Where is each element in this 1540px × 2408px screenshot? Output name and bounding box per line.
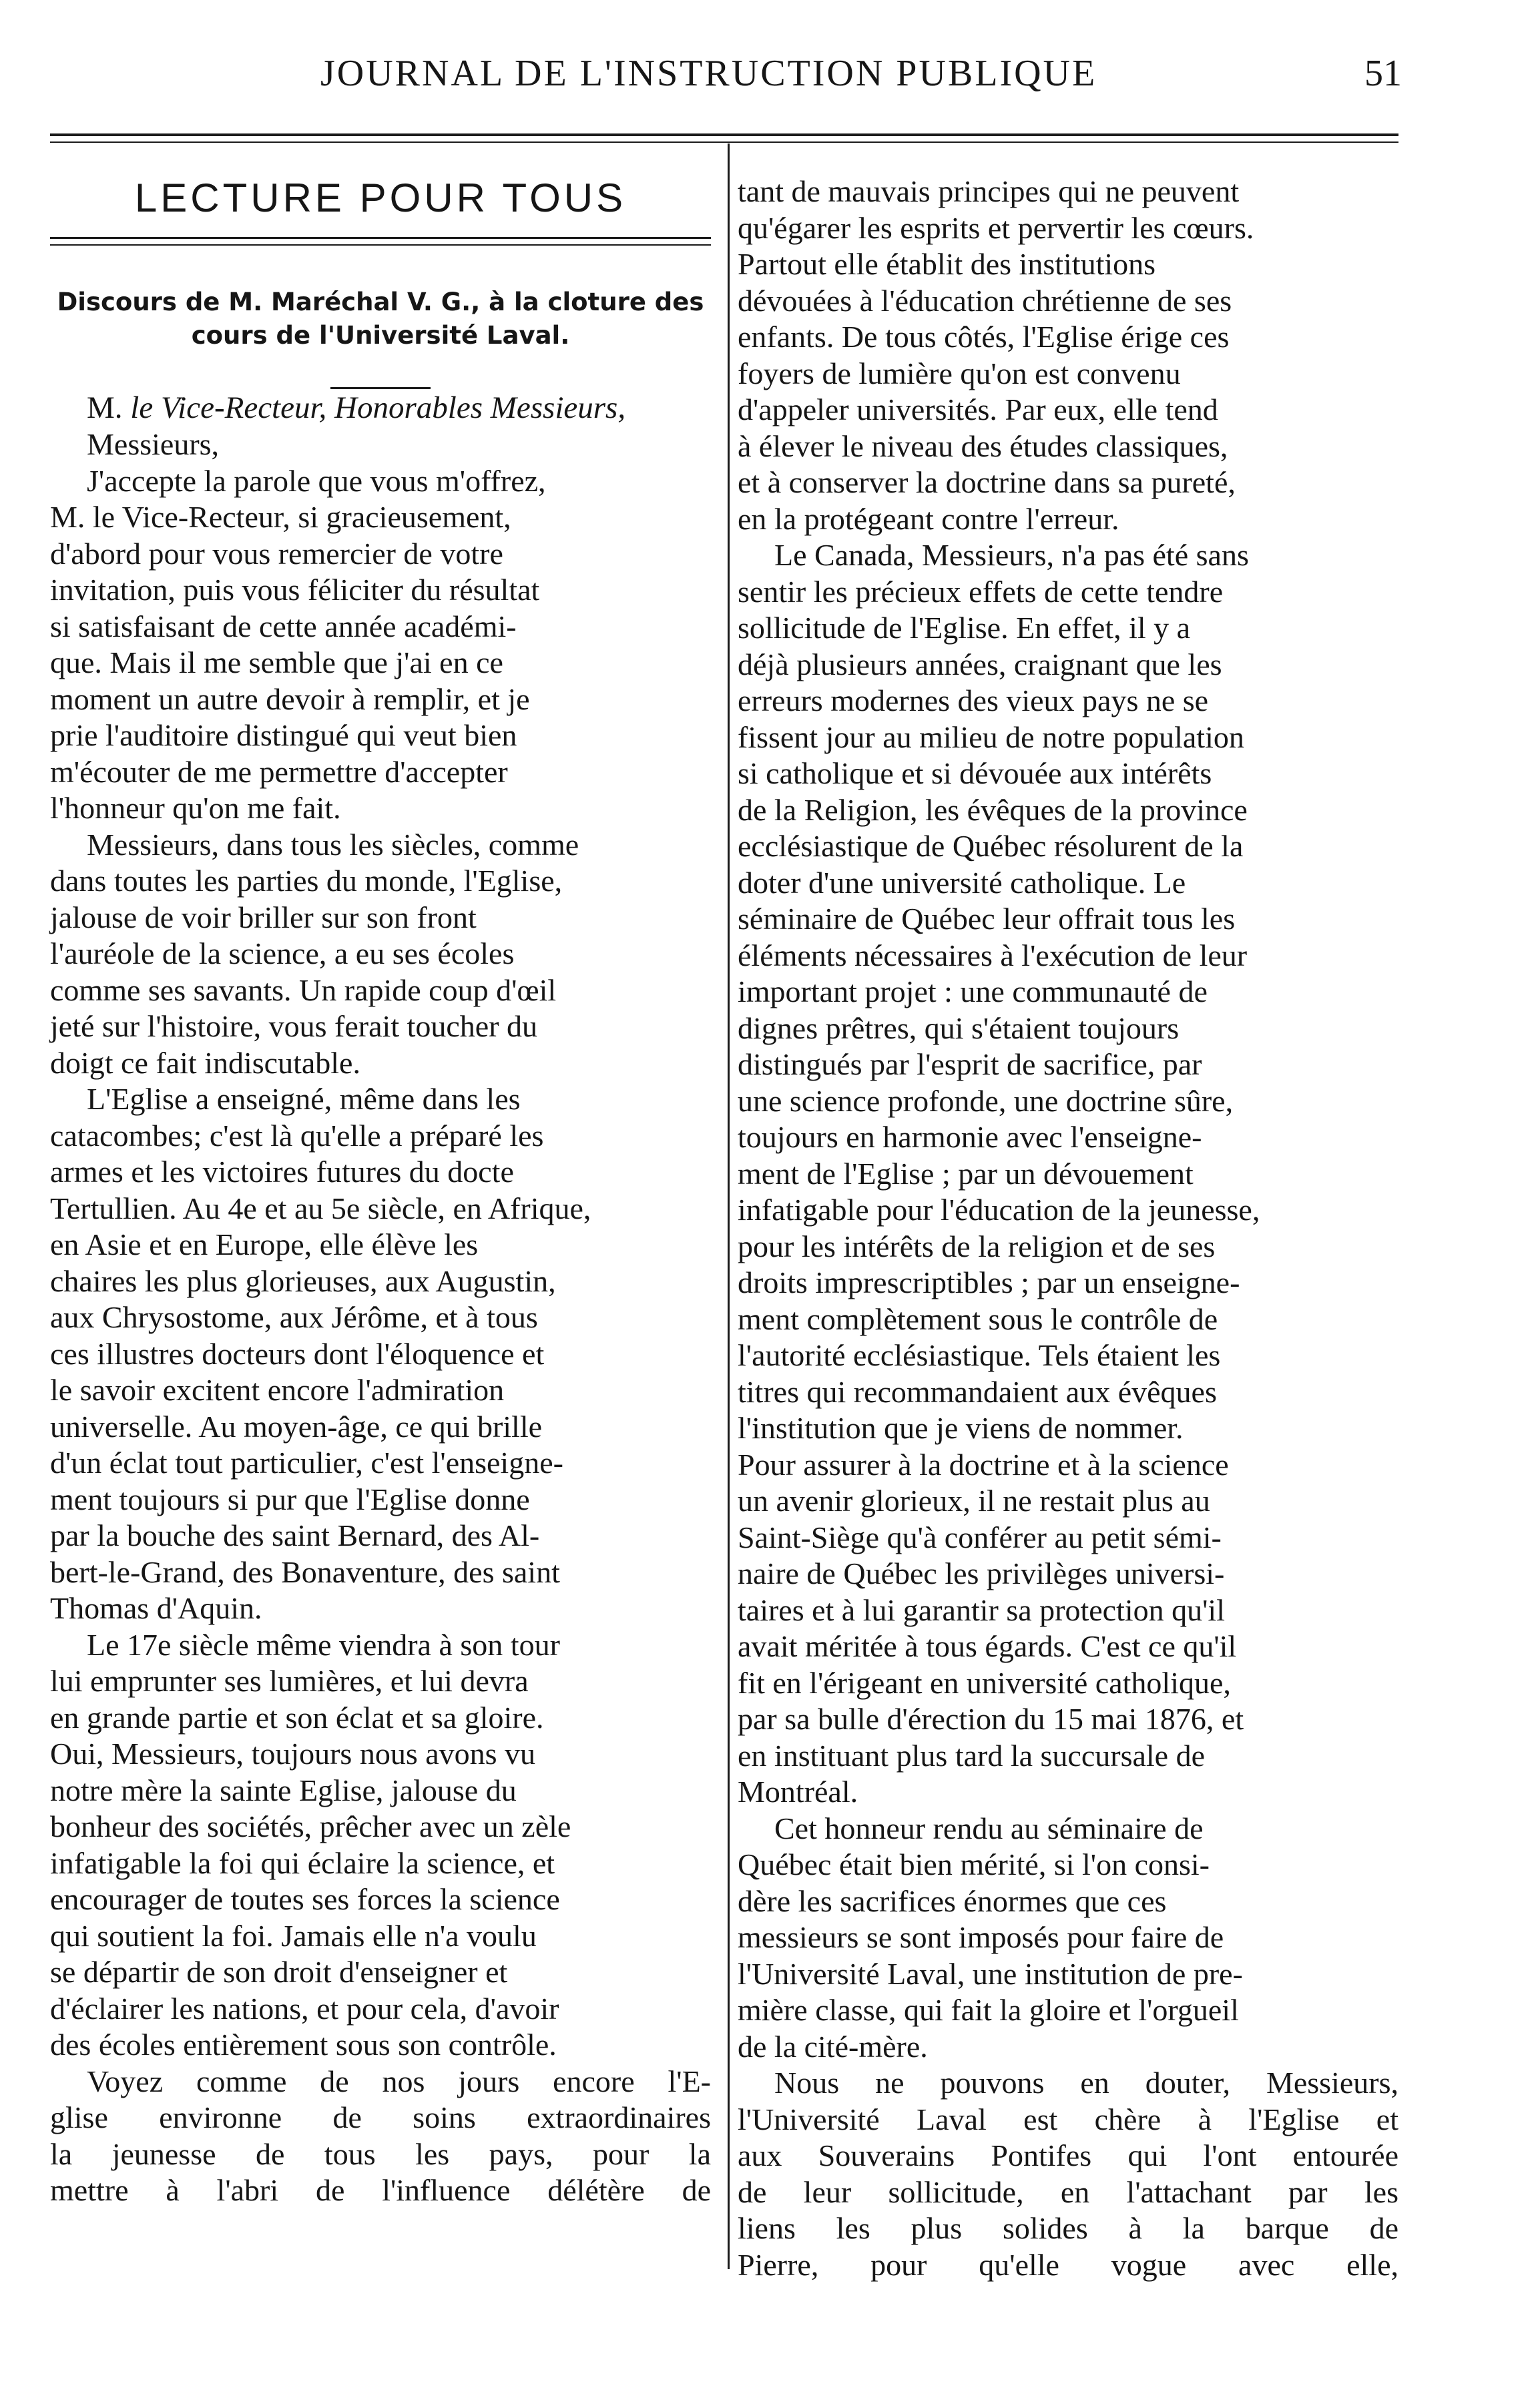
paragraph: Le Canada, Messieurs, n'a pas été sans sentir les précieux effets de cette tendre sollicitude de l'Eglise. En effet, il y a déjà plusieurs années, craignant que les erreurs modernes des vieux pays ne se fissent jour au milieu de notre population si catholique et si dévouée aux intérêts de la Religion, les évêques de la province ecclésiastique de Québec résolurent de la doter d'une université catholique. Le séminaire de Québec leur offrait tous les éléments nécessaires à l'exécution de leur important projet : une communauté de dignes prêtres, qui s'étaient toujours distingués par l'esprit de sacrifice, par une science profonde, une doctrine sûre, toujours en harmonie avec l'enseigne- ment de l'Eglise ; par un dévouement infatigable pour l'éducation de la jeunesse, pour les intérêts de la religion et de ses droits imprescriptibles ; par un enseigne- ment complètement sous le contrôle de l'autorité ecclésiastique. Tels étaient les titres qui recommandaient aux évêques l'institution que je viens de nommer. Pour assurer à la doctrine et à la science un avenir glorieux, il ne restait plus au Saint-Siège qu'à conférer au petit sémi- naire de Québec les privilèges universi- taires et à lui garantir sa protection qu'il avait méritée à tous égards. C'est ce qu'il fit en l'érigeant en université catholique, par sa bulle d'érection du 15 mai 1876, et en instituant plus tard la succursale de Montréal.: [738, 538, 1260, 1809]
column-divider: [728, 143, 730, 2269]
left-column: [50, 170, 711, 2209]
salutation: [50, 389, 711, 426]
salutation-messieurs: Messieurs,: [87, 427, 220, 461]
paragraph: L'Eglise a enseigné, même dans les catacombes; c'est là qu'elle a préparé les armes et les victoires futures du docte Tertullien. Au 4e et au 5e siècle, en Afrique, en Asie et en Europe, elle élève les chaires les plus glorieuses, aux Augustin, aux Chrysostome, aux Jérôme, et à tous ces illustres docteurs dont l'éloquence et le savoir excitent encore l'admiration universelle. Au moyen-âge, ce qui brille d'un éclat tout particulier, c'est l'enseigne- ment toujours si pur que l'Eglise donne par la bouche des saint Bernard, des Al- bert-le-Grand, des Bonaventure, des saint Thomas d'Aquin.: [50, 1082, 591, 1625]
paragraph: J'accepte la parole que vous m'offrez, M. le Vice-Recteur, si gracieusement, d'abord pour vous remercier de votre invitation, puis vous féliciter du résultat si satisfaisant de cette année académi- que. Mais il me semble que j'ai en ce moment un autre devoir à remplir, et je prie l'auditoire distingué qui veut bien m'écouter de me permettre d'accepter l'honneur qu'on me fait.: [50, 463, 546, 825]
salutation-initial: M.: [87, 390, 123, 425]
paragraph: tant de mauvais principes qui ne peuvent qu'égarer les esprits et pervertir les cœurs. Partout elle établit des institutions dévouées à l'éducation chrétienne de ses enfants. De tous côtés, l'Eglise érige ces foyers de lumière qu'on est convenu d'appeler universités. Par eux, elle tend à élever le niveau des études classiques, et à conserver la doctrine dans sa pureté, en la protégeant contre l'erreur.: [738, 174, 1254, 536]
header-rule: [50, 141, 1398, 143]
paragraph: Nous ne pouvons en douter, Messieurs, l'Université Laval est chère à l'Eglise et aux Souverains Pontifes qui l'ont entourée de leur sollicitude, en l'attachant par les liens les plus solides à la barque de Pierre, pour qu'elle vogue avec elle,: [738, 2066, 1398, 2282]
journal-title: JOURNAL DE L'INSTRUCTION PUBLIQUE: [320, 53, 1097, 94]
section-title: LECTURE POUR TOUS: [134, 176, 627, 220]
section-title-rule: [50, 237, 711, 239]
salutation-text: le Vice-Recteur, Honorables Messieurs,: [122, 390, 626, 425]
paragraph: Cet honneur rendu au séminaire de Québec était bien mérité, si l'on consi- dère les sacrifices énormes que ces messieurs se sont imposés pour faire de l'Université Laval, une institution de pre- mière classe, qui fait la gloire et l'orgueil de la cité-mère.: [738, 1811, 1243, 2064]
paragraph: Le 17e siècle même viendra à son tour lui emprunter ses lumières, et lui devra en grande partie et son éclat et sa gloire. Oui, Messieurs, toujours nous avons vu notre mère la sainte Eglise, jalouse du bonheur des sociétés, prêcher avec un zèle infatigable la foi qui éclaire la science, et encourager de toutes ses forces la science qui soutient la foi. Jamais elle n'a voulu se départir de son droit d'enseigner et d'éclairer les nations, et pour cela, d'avoir des écoles entièrement sous son contrôle.: [50, 1627, 571, 2062]
page-number: 51: [1364, 53, 1402, 94]
paragraph: Messieurs, dans tous les siècles, comme dans toutes les parties du monde, l'Eglise, jalouse de voir briller sur son front l'auréole de la science, a eu ses écoles comme ses savants. Un rapide coup d'œil jeté sur l'histoire, vous ferait toucher du doigt ce fait indiscutable.: [50, 827, 579, 1080]
running-head: [40, 52, 1402, 105]
right-column: [738, 174, 1398, 2283]
header-rule: [50, 133, 1398, 136]
paragraph: Voyez comme de nos jours encore l'E- glise environne de soins extraordinaires la jeunesse de tous les pays, pour la mettre à l'abri de l'influence délétère de: [50, 2064, 711, 2207]
article-heading: Discours de M. Maréchal V. G., à la cloture des cours de l'Université Laval.: [57, 288, 704, 350]
section-title-rule: [50, 244, 711, 246]
